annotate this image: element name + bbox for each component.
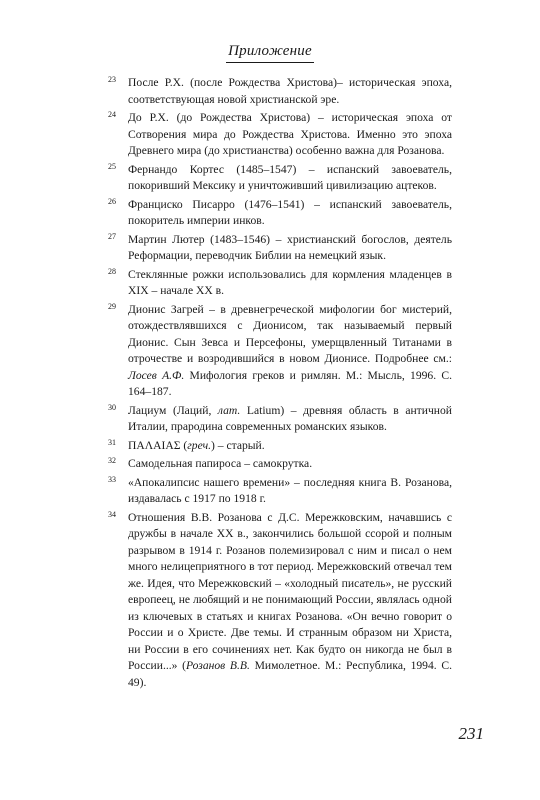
note-number: 23 [108,75,116,84]
note-text: До Р.Х. (до Рождества Христова) – историческая эпоха от Сотворения мира до Рождества Христова. Именно это эпоха Древнего мира (до христианства) особенно важна для Розанова. [128,111,452,157]
note-text: Фернандо Кортес (1485–1547) – испанский завоеватель, покоривший Мексику и уничтоживший цивилизацию ацтеков. [128,162,452,192]
endnote-28 [108,267,452,300]
note-text [128,403,452,436]
endnote-32 [108,456,452,473]
running-header [0,42,540,63]
endnote-34 [108,510,452,692]
endnotes-list [108,75,452,693]
note-number: 29 [108,301,116,311]
note-text: Франциско Писарро (1476–1541) – испанский завоеватель, покоритель империи инков. [128,197,452,227]
note-number: 27 [108,231,116,241]
note-text: «Апокалипсис нашего времени» – последняя книга В. Розанова, издавалась с 1917 по 1918 г. [128,475,452,505]
endnote-29 [108,302,452,401]
note-text-part: ) – старый. [211,438,265,452]
note-text [128,510,452,692]
note-text-part: Мифология греков и римлян. М.: Мысль, 1996. С. 164–187. [128,368,452,398]
note-number: 26 [108,196,116,206]
note-text: Самодельная папироса – самокрутка. [128,457,313,470]
note-number: 34 [108,509,116,519]
note-number: 24 [108,110,116,119]
running-header-title: Приложение [226,43,314,63]
note-text-part: Дионис Загрей – в древнегреческой мифологии бог мистерий, отождествлявшихся с Дионисом, так называемый первый Дионис. Сын Зевса и Персефоны, умерщвленный Титанами в отрочестве и возродившийся в новом Дионисе. Подробнее см.: [128,302,452,365]
note-number: 33 [108,474,116,484]
endnote-30 [108,403,452,436]
endnote-24 [108,110,452,160]
note-text: Стеклянные рожки использовались для кормления младенцев в XIX – начале XX в. [128,267,452,297]
endnote-26 [108,197,452,230]
note-text-part: Мимолетное. М.: Республика, 1994. С. 49). [128,659,452,689]
note-number: 31 [108,437,116,447]
endnote-23 [108,75,452,108]
note-abbrev-italic: лат. [217,403,241,417]
note-text [128,438,452,455]
note-text: Мартин Лютер (1483–1546) – христианский богослов, деятель Реформации, переводчик Библии на немецкий язык. [128,232,452,262]
note-author-italic: Лосев А.Ф. [128,368,185,382]
endnote-33 [108,475,452,508]
note-number: 25 [108,161,116,171]
note-number: 30 [108,402,116,412]
note-text-part: Отношения В.В. Розанова с Д.С. Мережковским, начавшись с дружбы в начале XX в., закончились большой ссорой и полным разрывом в 1914 г. Розанов полемизировал с ним и писал о нем много нелицеприятного в тот период. Мережковский отвечал тем же. Идея, что Мережковский – «холодный писатель», не русский европеец, не любящий и не понимающий России, являлась одной из ключевых в статьях и книгах Розанова. «Он вечно говорит о России и о Христе. Две темы. И странным образом ни Христа, ни России в его сочинениях нет. Как будто он никогда не был в России...» ( [128,510,452,672]
endnote-31 [108,438,452,455]
note-author-italic: Розанов В.В. [186,659,250,672]
note-number: 32 [108,456,116,465]
note-text-part: Latium) – древняя область в античной Италии, прародина современных романских языков. [128,403,452,433]
note-text-part: ΠΑΛΑΙΑΣ ( [128,438,188,452]
page-number: 231 [458,724,484,743]
note-text-part: Лациум (Лаций, [128,403,218,417]
endnote-25 [108,162,452,195]
note-text [128,302,452,401]
note-number: 28 [108,266,116,276]
note-abbrev-italic: греч. [187,438,212,452]
endnote-27 [108,232,452,265]
note-text: После Р.Х. (после Рождества Христова)– историческая эпоха, соответствующая новой христианской эре. [128,76,452,106]
